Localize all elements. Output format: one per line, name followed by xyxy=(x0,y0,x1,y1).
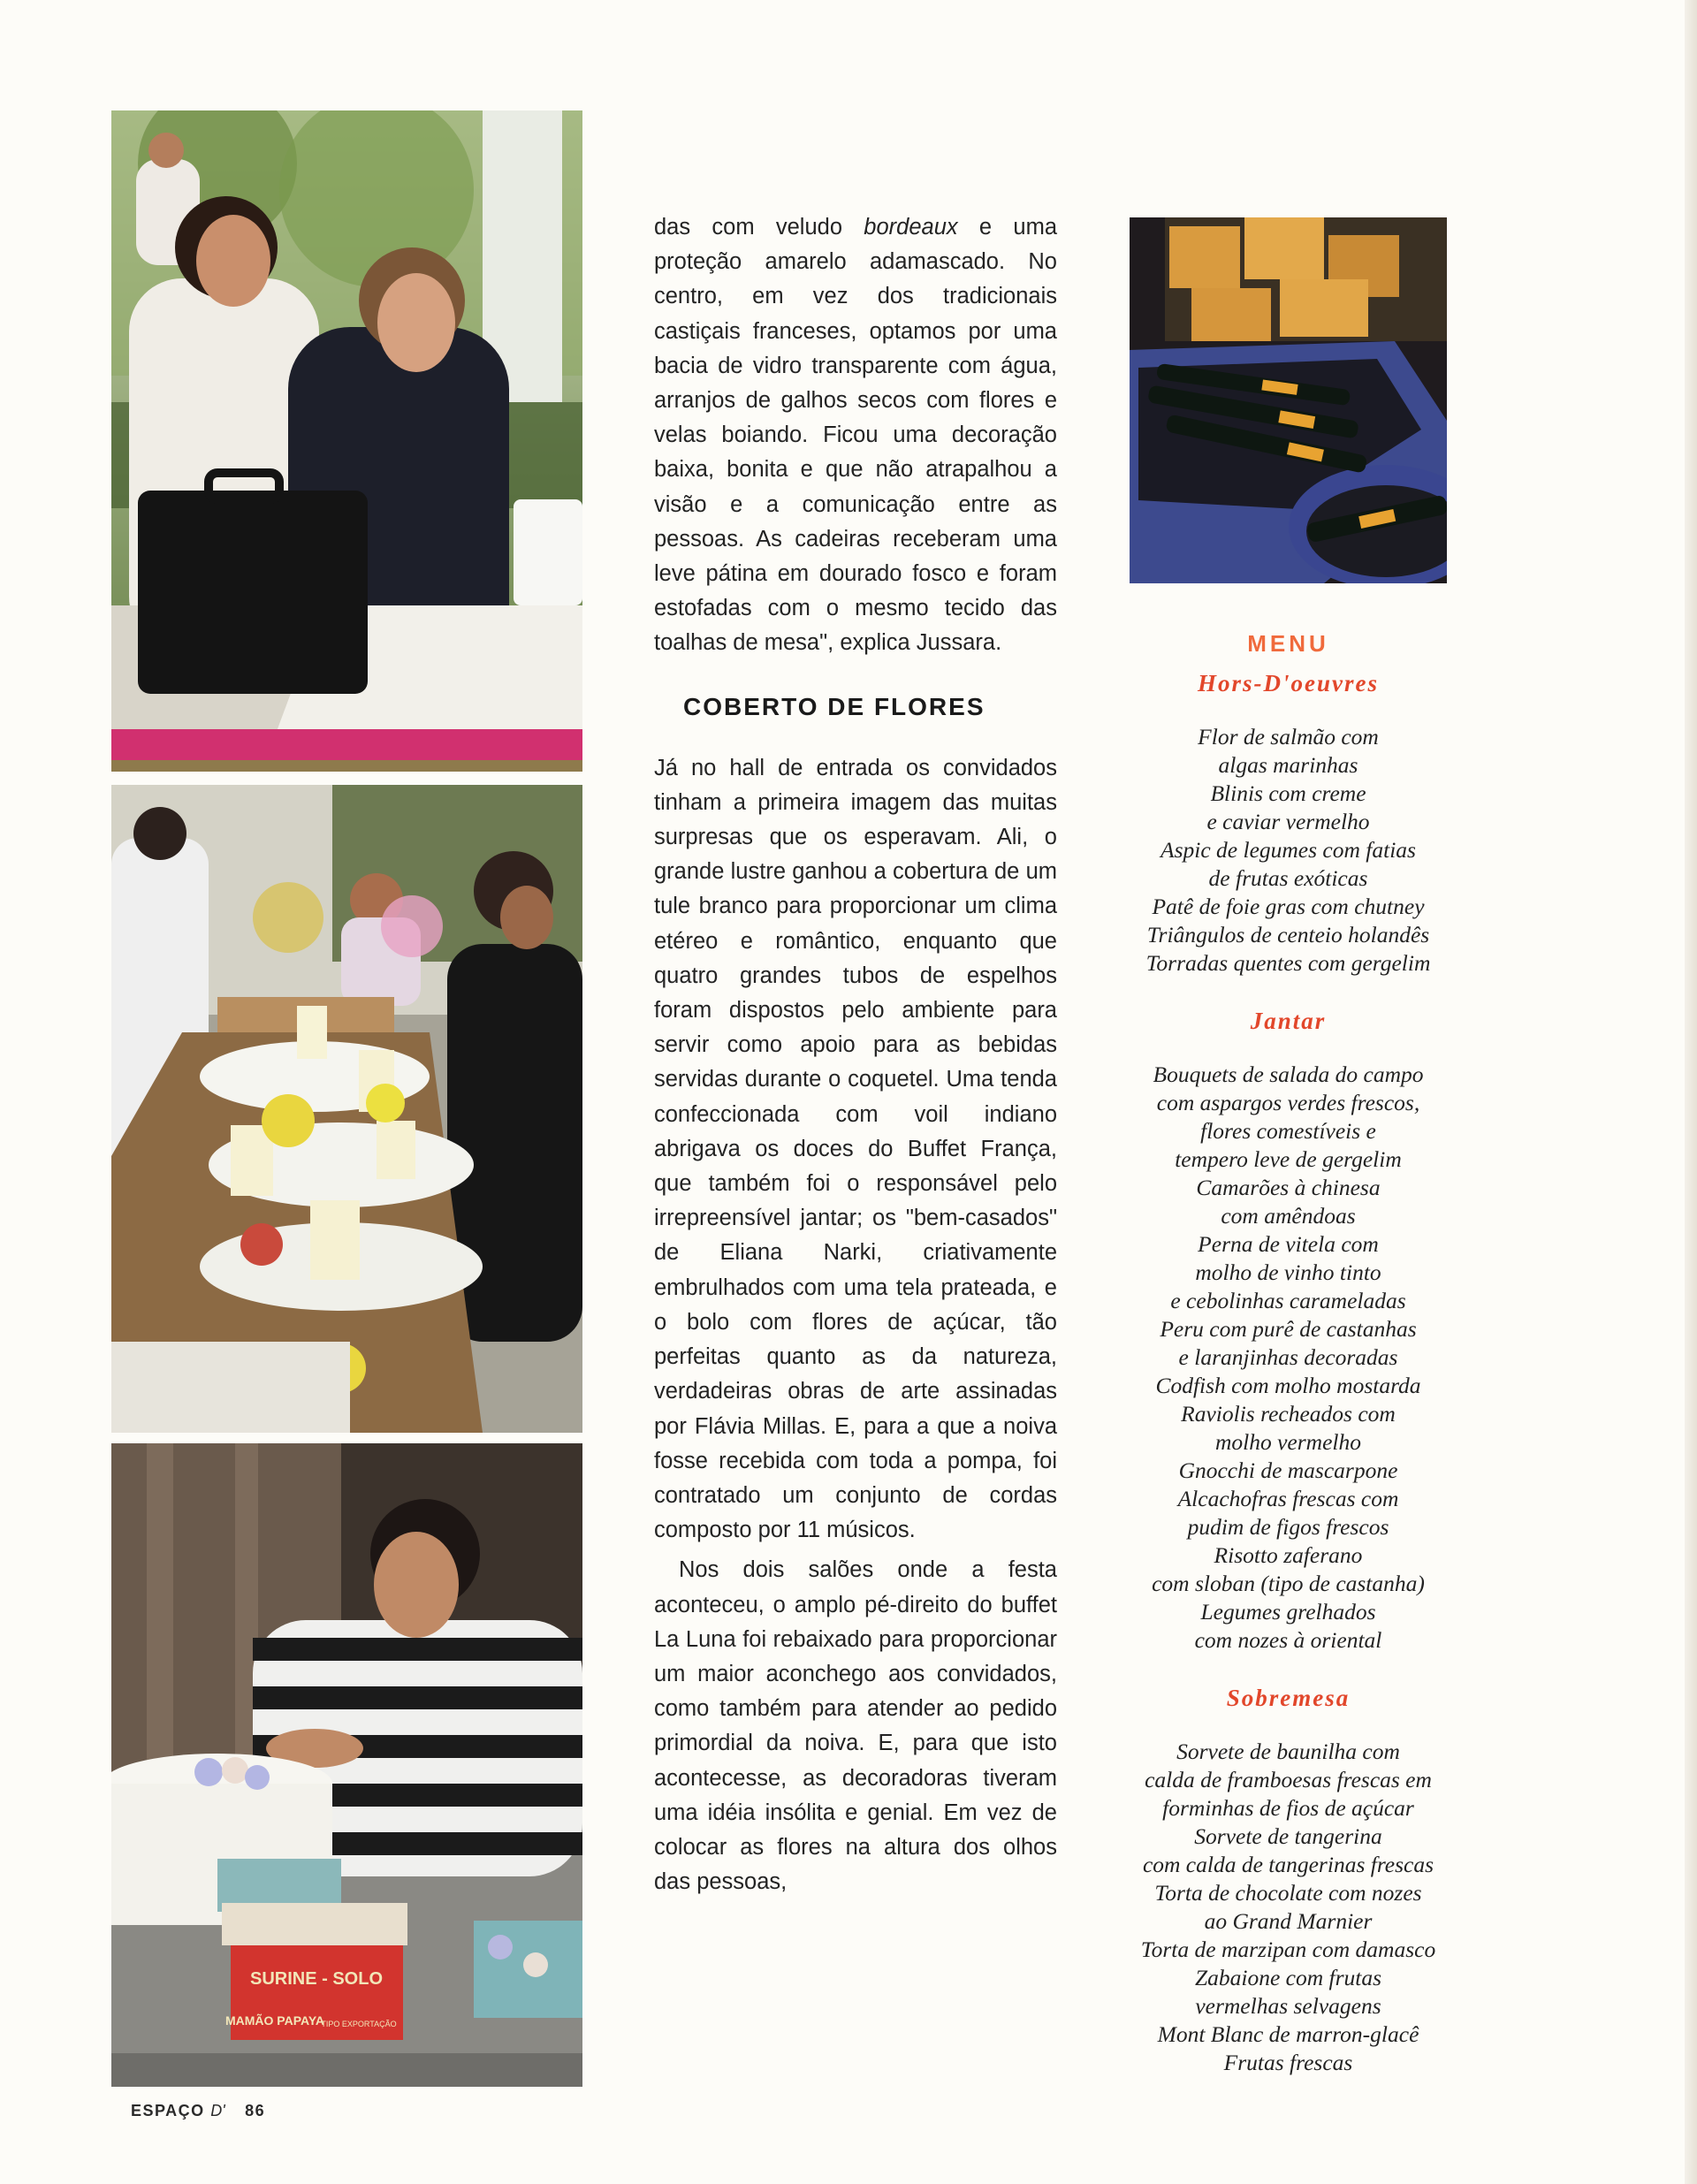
menu-item: Alcachofras frescas com xyxy=(1177,1486,1399,1511)
menu-title: MENU xyxy=(1247,630,1329,657)
menu-item: Patê de foie gras com chutney xyxy=(1152,894,1425,919)
menu-item: Torradas quentes com gergelim xyxy=(1145,950,1431,976)
photo-cake-decorator xyxy=(111,1443,582,2087)
menu-item: Gnocchi de mascarpone xyxy=(1178,1457,1398,1483)
menu-item: Sorvete de tangerina xyxy=(1194,1823,1382,1849)
menu-item: Perna de vitela com xyxy=(1198,1231,1379,1257)
article-column xyxy=(654,210,1057,1899)
menu-item: com sloban (tipo de castanha) xyxy=(1152,1571,1425,1596)
article-paragraph-1 xyxy=(654,210,1057,661)
menu-item: Torta de chocolate com nozes xyxy=(1154,1880,1422,1906)
menu-item: vermelhas selvagens xyxy=(1195,1993,1381,2019)
p1-text-a: das com veludo xyxy=(654,215,864,240)
menu-items-sobremesa xyxy=(1115,1738,1461,2077)
section-heading: COBERTO DE FLORES xyxy=(683,692,985,720)
menu-item: algas marinhas xyxy=(1218,752,1358,778)
menu-item: e caviar vermelho xyxy=(1206,809,1370,834)
menu-item: Mont Blanc de marron-glacê xyxy=(1157,2021,1419,2047)
menu-item: Zabaione com frutas xyxy=(1194,1965,1382,1990)
menu-section-sobremesa: Sobremesa xyxy=(1226,1685,1351,1711)
article-paragraph-2: Já no hall de entrada os convidados tinham a primeira imagem das muitas surpresas que os esperavam. Ali, o grande lustre ganhou a cobertura de um tule branco para proporcionar um clima etéreo e romântico, enquanto que quatro grandes tubos de espelhos foram dispostos pelo ambiente para servir como apoio para as bebidas servidas durante o coquetel. Uma tenda confeccionada com voil indiano abrigava os doces do Buffet França, que também foi o responsável pelo irrepreensível jantar; os "bem-casados" de Eliana Narki, criativamente embrulhados com uma tela prateada, e o bolo com flores de açúcar, tão perfeitas quanto as da natureza, verdadeiras obras de arte assinadas por Flávia Millas. E, para a que a noiva fosse recebida com toda a pompa, foi contratado um conjunto de cordas composto por 11 músicos. xyxy=(654,755,1057,1543)
menu-item: Risotto zaferano xyxy=(1214,1542,1363,1568)
page-edge xyxy=(1685,0,1697,2184)
menu-item: forminhas de fios de açúcar xyxy=(1162,1795,1414,1821)
menu-item: tempero leve de gergelim xyxy=(1175,1146,1402,1172)
menu-item: Legumes grelhados xyxy=(1200,1599,1376,1625)
menu-item: Frutas frescas xyxy=(1223,2050,1353,2075)
magazine-name: ESPAÇO xyxy=(131,2102,205,2119)
menu-item: Torta de marzipan com damasco xyxy=(1140,1937,1436,1962)
menu-item: com calda de tangerinas frescas xyxy=(1142,1852,1434,1877)
menu-item: pudim de figos frescos xyxy=(1187,1514,1389,1540)
menu-item: de frutas exóticas xyxy=(1208,865,1368,891)
box-label-export: TIPO EXPORTAÇÃO xyxy=(321,2020,397,2028)
page-folio xyxy=(131,2102,265,2120)
menu-item: calda de framboesas frescas em xyxy=(1145,1767,1432,1792)
menu-item: Raviolis recheados com xyxy=(1181,1401,1396,1427)
p1-text-b: e uma proteção amarelo adamascado. No centro, em vez dos tradicionais castiçais franceses, optamos por uma bacia de vidro transparente com água, arranjos de galhos secos com flores e velas boiando. Ficou uma decoração baixa, bonita e que não atrapalhou a visão e a comunicação entre as pessoas. As cadeiras receberam uma leve pátina em dourado fosco e foram estofadas com o mesmo tecido das toalhas de mesa", explica Jussara. xyxy=(654,215,1057,656)
menu-item: Codfish com molho mostarda xyxy=(1155,1373,1421,1398)
menu-column xyxy=(1115,626,1461,2104)
menu-item: Sorvete de baunilha com xyxy=(1176,1739,1400,1764)
menu-item: Bouquets de salada do campo xyxy=(1153,1062,1424,1087)
menu-item: com aspargos verdes frescos, xyxy=(1156,1090,1420,1115)
menu-item: molho de vinho tinto xyxy=(1195,1259,1381,1285)
photo-staff-arranging-flowers xyxy=(111,785,582,1433)
menu-item: ao Grand Marnier xyxy=(1204,1908,1373,1934)
menu-item: com amêndoas xyxy=(1221,1203,1356,1229)
box-label-product: MAMÃO PAPAYA xyxy=(224,2013,325,2028)
magazine-name-d: D' xyxy=(210,2102,225,2119)
menu-section-jantar: Jantar xyxy=(1250,1008,1327,1034)
page-number: 86 xyxy=(245,2102,266,2119)
photo-champagne-bottles xyxy=(1130,217,1447,583)
box-label-brand: SURINE - SOLO xyxy=(249,1969,384,1989)
menu-items-jantar xyxy=(1115,1061,1461,1655)
menu-item: Peru com purê de castanhas xyxy=(1160,1316,1417,1342)
menu-item: Flor de salmão com xyxy=(1198,724,1379,750)
menu-item: e cebolinhas carameladas xyxy=(1170,1288,1406,1313)
menu-item: molho vermelho xyxy=(1214,1429,1361,1455)
menu-item: Camarões à chinesa xyxy=(1196,1175,1381,1200)
p1-italic-bordeaux: bordeaux xyxy=(864,215,958,240)
menu-items-hors-doeuvres xyxy=(1115,723,1461,978)
menu-item: Blinis com creme xyxy=(1210,780,1366,806)
menu-section-hors-doeuvres: Hors-D'oeuvres xyxy=(1198,670,1379,696)
photo-decorators-smiling xyxy=(111,110,582,772)
article-paragraph-3: Nos dois salões onde a festa aconteceu, o amplo pé-direito do buffet La Luna foi rebaixado para proporcionar um maior aconchego aos convidados, como também para atender ao pedido primordial da noiva. E, para que isto acontecesse, as decoradoras tiveram uma idéia insólita e genial. Em vez de colocar as flores na altura dos olhos das pessoas, xyxy=(654,1557,1057,1895)
menu-item: e laranjinhas decoradas xyxy=(1178,1344,1398,1370)
menu-item: flores comestíveis e xyxy=(1200,1118,1376,1144)
menu-item: Aspic de legumes com fatias xyxy=(1161,837,1416,863)
menu-item: Triângulos de centeio holandês xyxy=(1146,922,1430,947)
menu-item: com nozes à oriental xyxy=(1194,1627,1382,1653)
